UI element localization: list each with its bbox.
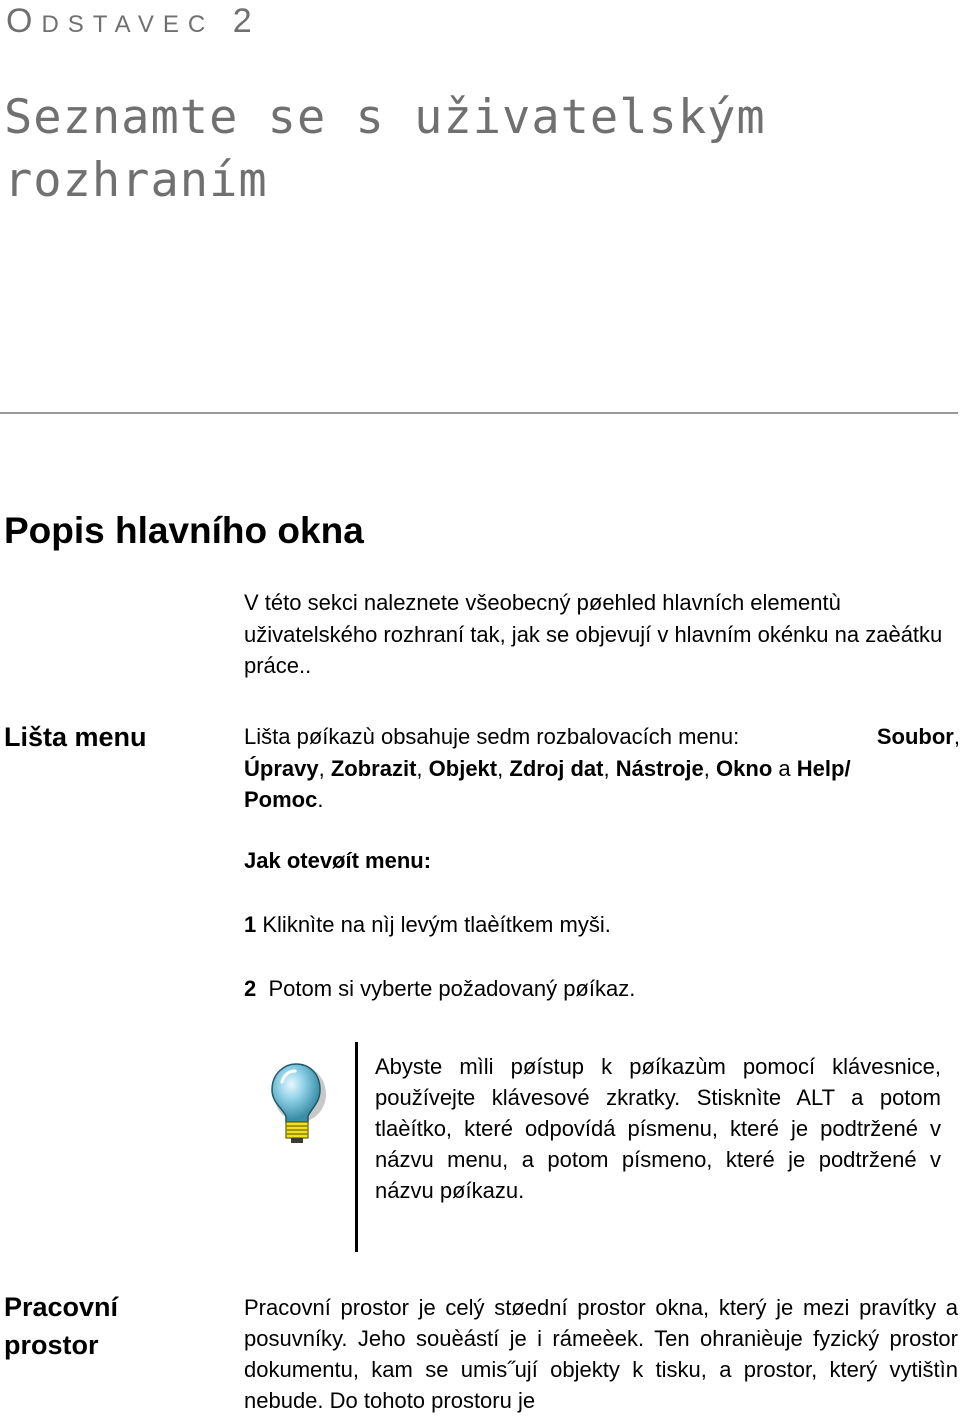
step-text: Potom si vyberte požadovaný pøíkaz. — [268, 976, 636, 1001]
chapter-number: 2 — [232, 2, 261, 40]
menu-item-upravy: Úpravy — [244, 755, 319, 781]
menu-item-zdroj-dat: Zdroj dat — [509, 755, 604, 781]
chapter-initial: O — [6, 2, 42, 40]
title-line-2: rozhraním — [4, 153, 268, 208]
step-text: Kliknìte na nìj levým tlaèítkem myši. — [262, 912, 611, 937]
title-line-1: Seznamte se s uživatelským — [4, 90, 766, 145]
chapter-label — [6, 2, 261, 41]
intro-paragraph: V této sekci naleznete všeobecný pøehled hlavních elementù uživatelského rozhraní tak, jak se objevují v hlavním okénku na zaèátku práce.. — [244, 590, 943, 678]
menu-item-pomoc: Pomoc — [244, 787, 318, 812]
lightbulb-icon — [262, 1060, 332, 1150]
step-number: 1 — [244, 912, 257, 937]
menu-para-line-1: Lišta pøíkazù obsahuje sedm rozbalovacích menu: Soubor, — [244, 721, 960, 753]
chapter-word: DSTAVEC — [41, 11, 215, 38]
menu-para-line-2: Úpravy, Zobrazit, Objekt, Zdroj dat, Nástroje, Okno a Help/ — [244, 755, 851, 781]
menu-item-nastroje: Nástroje — [615, 755, 704, 781]
menu-item-soubor: Soubor — [876, 724, 954, 749]
step-2 — [244, 976, 635, 1002]
workspace-paragraph: Pracovní prostor je celý støední prostor okna, který je mezi pravítky a posuvníky. Jeho souèástí je i rámeèek. Ten ohranièuje fyzický prostor dokumentu, kam se umis˝ují objekty k tisku, a prostor, který vytištìn nebude. Do tohoto prostoru je — [244, 1295, 958, 1413]
tip-vertical-bar — [355, 1042, 358, 1252]
menu-item-zobrazit: Zobrazit — [330, 755, 417, 781]
step-1 — [244, 912, 611, 938]
menu-item-okno: Okno — [716, 755, 773, 781]
how-to-open-heading: Jak otevøít menu: — [244, 848, 432, 873]
menu-item-objekt: Objekt — [428, 755, 498, 781]
menu-item-help: Help/ — [796, 755, 851, 781]
page-title — [4, 86, 954, 212]
tip-text: Abyste mìli pøístup k pøíkazùm pomocí klávesnice, používejte klávesové zkratky. Stisknìte ALT a potom tlaèítko, které odpovídá písmenu, které je podtržené v názvu menu, a potom písmeno, které je podtržené v názvu pøíkazu. — [375, 1054, 941, 1203]
menu-para-line-3: Pomoc. — [244, 787, 324, 812]
step-number: 2 — [244, 976, 257, 1001]
menu-bar-label: Lišta menu — [4, 722, 147, 752]
menu-para-intro: Lišta pøíkazù obsahuje sedm rozbalovacích menu: — [244, 724, 740, 749]
horizontal-divider — [0, 412, 958, 414]
workspace-label: Pracovní prostor — [4, 1292, 119, 1360]
section-heading: Popis hlavního okna — [4, 510, 364, 551]
menu-bar-paragraph — [244, 721, 960, 816]
